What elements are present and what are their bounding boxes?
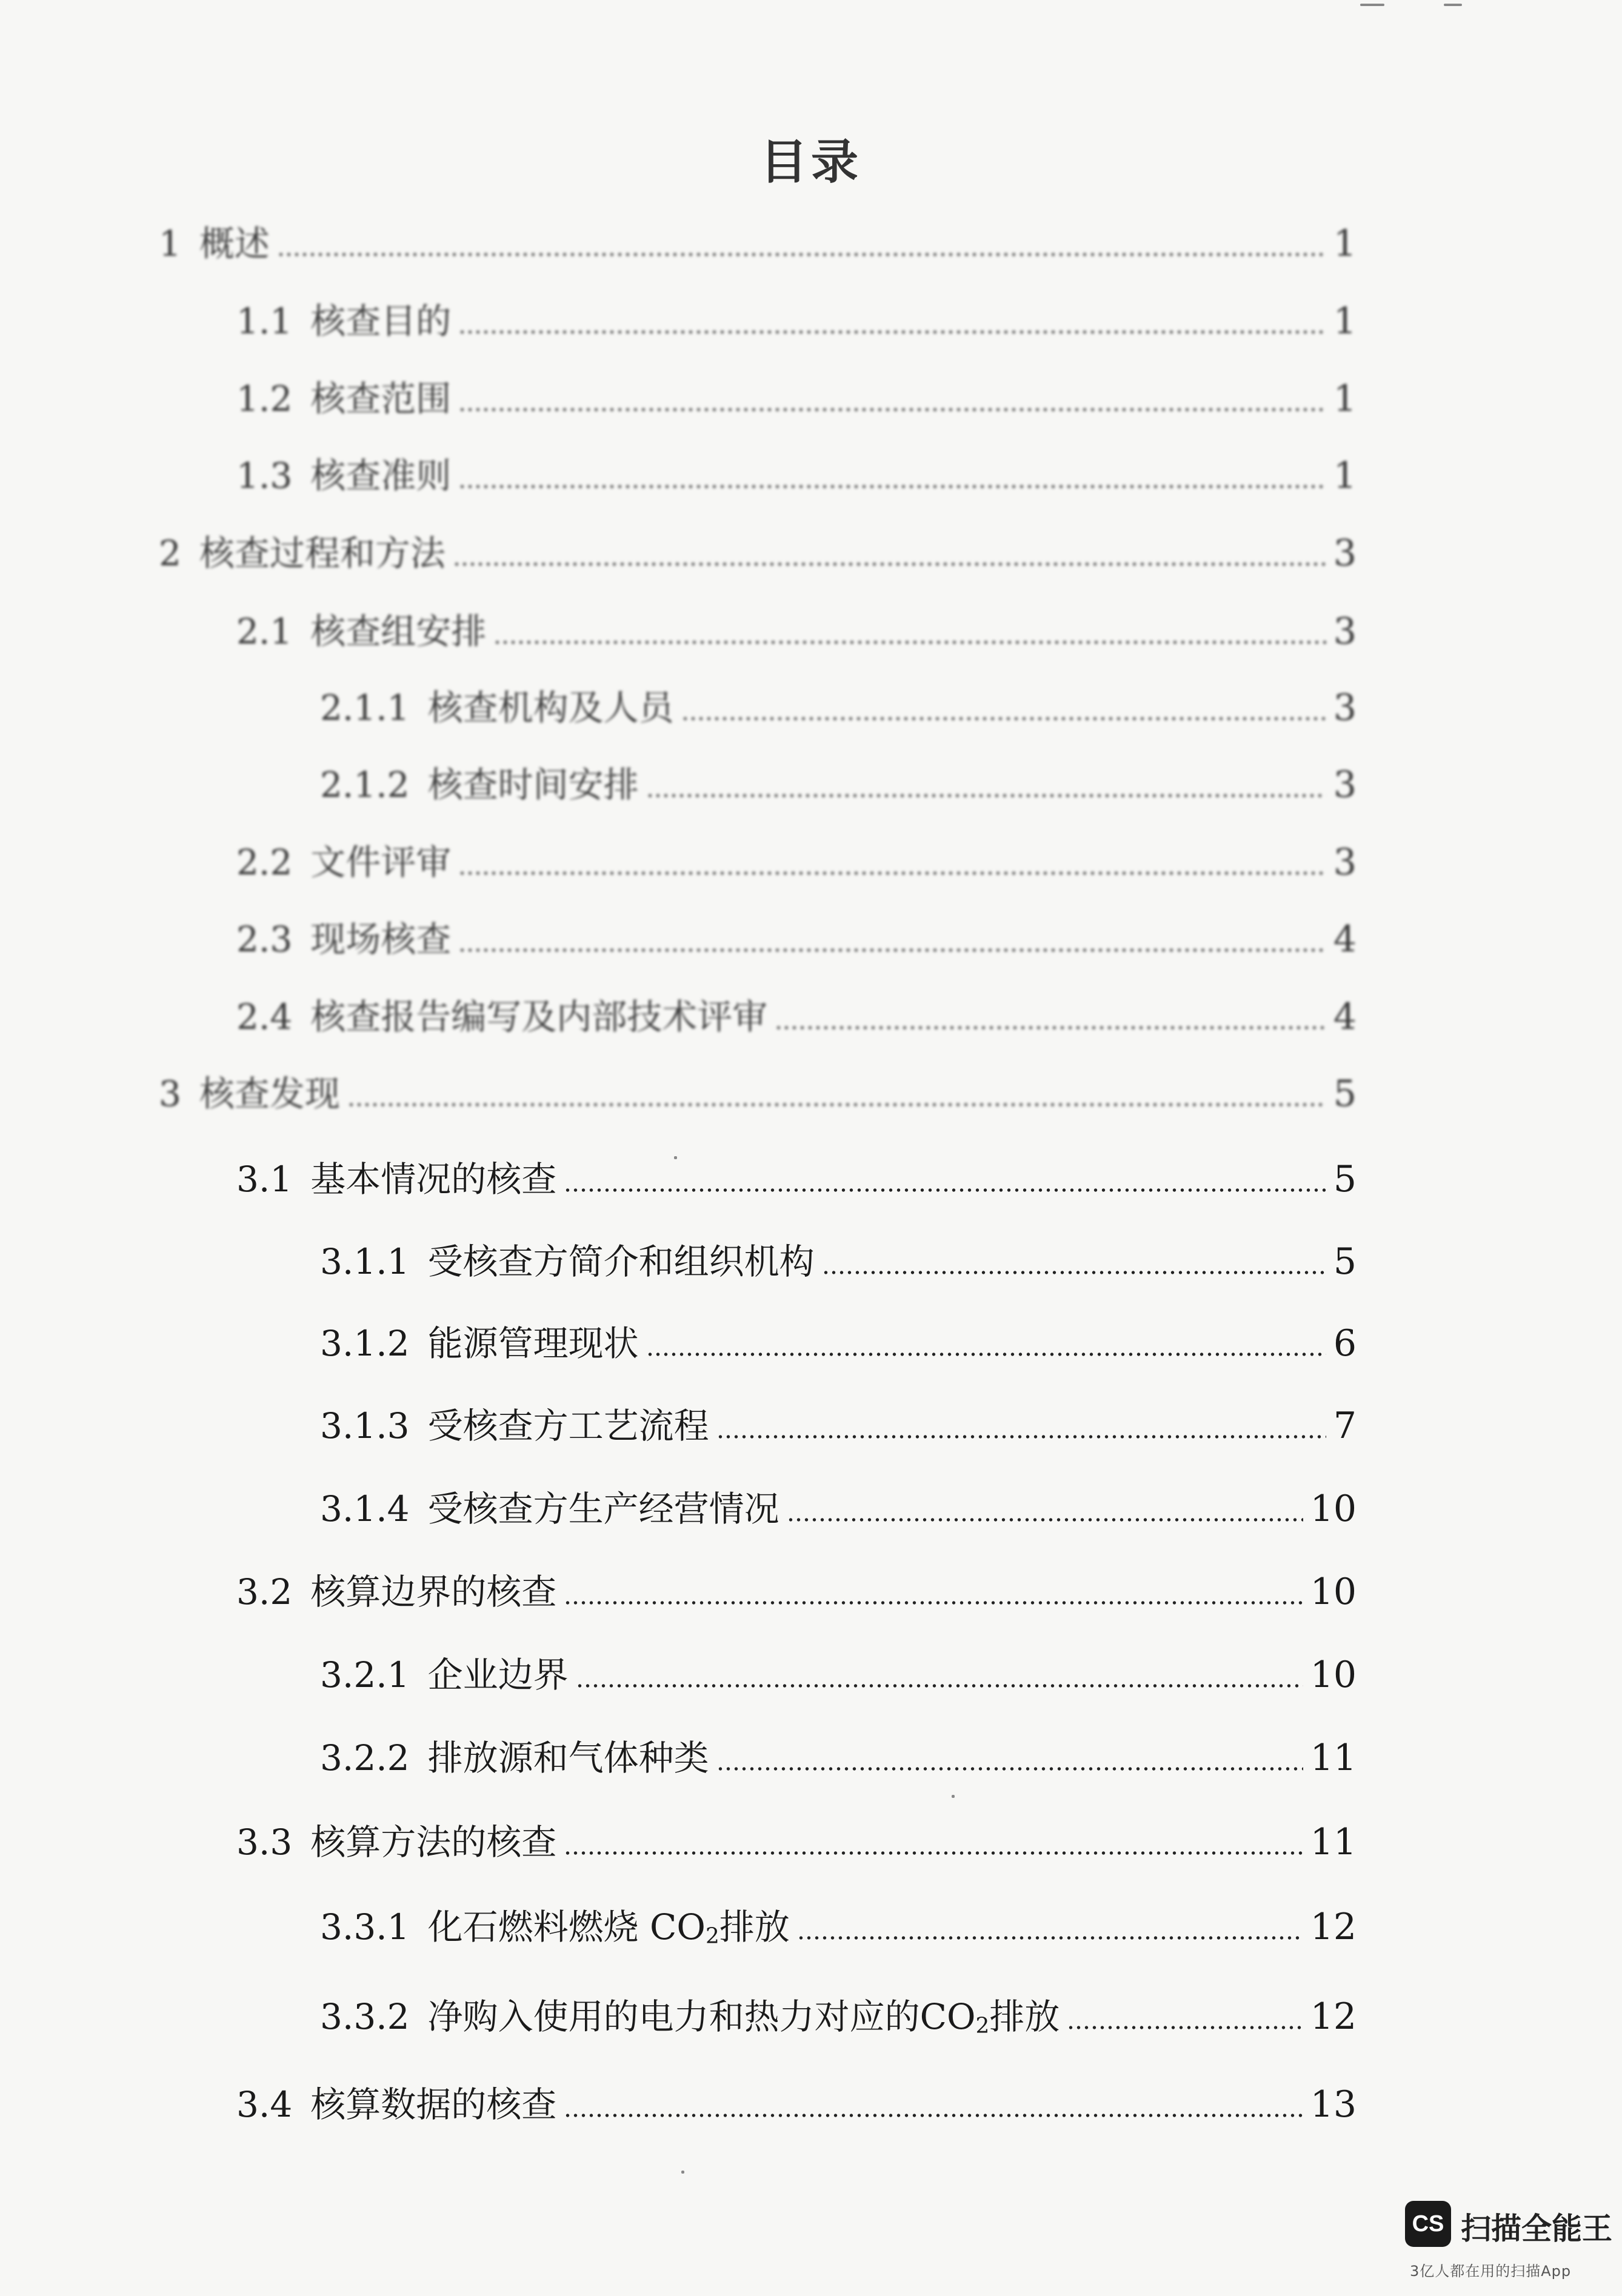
toc-dot-leader <box>564 2113 1303 2118</box>
toc-entry-title-text: 受核查方简介和组织机构 <box>427 1241 815 1282</box>
toc-entry-title <box>428 1237 815 1286</box>
toc-entry-subscript: 2 <box>975 2013 990 2038</box>
toc-page-number: 6 <box>1333 1322 1357 1365</box>
toc-entry-title <box>310 915 451 963</box>
toc-entry-number: 3 <box>159 1073 181 1114</box>
toc-entry <box>236 297 1357 345</box>
toc-entry-number: 2.1.1 <box>320 687 410 728</box>
toc-entry <box>236 1155 1357 1203</box>
toc-entry-title-text: 化石燃料燃烧 CO <box>427 1906 706 1948</box>
toc-entry-number: 3.2.2 <box>320 1737 410 1779</box>
toc-entry <box>159 1070 1357 1118</box>
toc-entry <box>159 219 1357 268</box>
toc-entry <box>320 1734 1357 1782</box>
toc-entry-number: 3.3.2 <box>320 1996 410 2037</box>
toc-entry-number: 2.3 <box>236 919 293 960</box>
toc-entry <box>236 374 1357 423</box>
toc-entry-number: 2.1.2 <box>320 764 410 805</box>
toc-entry-title <box>428 1485 779 1533</box>
toc-entry-title-text: 核查范围 <box>310 378 452 419</box>
toc-page-number: 3 <box>1333 764 1357 806</box>
scan-speck <box>952 1795 955 1798</box>
toc-dot-leader <box>681 716 1326 721</box>
toc-entry-title <box>310 1155 556 1203</box>
toc-entry-number: 3.4 <box>236 2084 293 2125</box>
toc-page-number: 5 <box>1333 1240 1357 1283</box>
toc-dot-leader <box>646 793 1326 798</box>
toc-entry-title-text: 核算数据的核查 <box>310 2084 557 2125</box>
toc-page-number: 10 <box>1310 1571 1357 1613</box>
toc-entry <box>320 1237 1357 1286</box>
toc-entry-title-text: 核算边界的核查 <box>310 1571 557 1612</box>
scanner-watermark <box>1405 2201 1612 2286</box>
toc-dot-leader <box>453 562 1326 567</box>
toc-page-number: 1 <box>1333 378 1357 420</box>
toc-entry-number: 1.1 <box>236 301 293 342</box>
toc-entry-title <box>199 219 270 268</box>
toc-entry-title-text: 能源管理现状 <box>427 1323 639 1364</box>
toc-entry-title-text: 现场核查 <box>310 919 452 960</box>
toc-entry <box>320 1485 1357 1533</box>
toc-page-number: 1 <box>1333 454 1357 497</box>
toc-page-number: 5 <box>1333 1073 1357 1115</box>
toc-entry-title-text: 净购入使用的电力和热力对应的CO <box>427 1996 976 2037</box>
toc-entry-number: 3.1.4 <box>320 1488 410 1529</box>
toc-entry-title-text: 核查组安排 <box>310 611 487 652</box>
toc-page-number: 10 <box>1310 1488 1357 1530</box>
toc-entry-title <box>428 1734 709 1782</box>
toc-entry-title <box>310 1568 556 1616</box>
toc-page-number: 3 <box>1333 610 1357 653</box>
toc-entry-title <box>310 838 451 887</box>
toc-dot-leader <box>716 1766 1303 1771</box>
toc-page-number: 10 <box>1310 1654 1357 1696</box>
toc-entry-number: 3.1.1 <box>320 1241 410 1282</box>
scan-speck <box>681 2171 684 2174</box>
toc-dot-leader <box>458 871 1326 876</box>
toc-page-number: 4 <box>1333 918 1357 960</box>
toc-page-number: 3 <box>1333 687 1357 729</box>
toc-page-number: 3 <box>1333 841 1357 883</box>
toc-page-number: 11 <box>1310 1821 1357 1863</box>
toc-entry-title <box>199 1070 340 1118</box>
toc-entry-title <box>310 2080 556 2129</box>
toc-entry-title <box>310 993 767 1041</box>
toc-entry-title-text: 核查时间安排 <box>427 764 639 805</box>
toc-entry-number: 3.1 <box>236 1159 293 1200</box>
toc-entry-title-text: 核查发现 <box>199 1073 340 1114</box>
toc-page-number: 12 <box>1310 1906 1357 1948</box>
toc-entry <box>236 2080 1357 2129</box>
scan-speck <box>674 1156 677 1159</box>
toc-entry-number: 3.1.2 <box>320 1323 410 1364</box>
toc-entry <box>236 1818 1357 1866</box>
toc-dot-leader <box>564 1851 1303 1855</box>
toc-dot-leader <box>564 1188 1326 1193</box>
toc-entry <box>320 1402 1357 1450</box>
toc-dot-leader <box>564 1600 1303 1605</box>
toc-dot-leader <box>458 407 1326 412</box>
scanner-logo-icon: CS <box>1405 2201 1451 2247</box>
toc-entry-title-text: 核查报告编写及内部技术评审 <box>310 996 768 1037</box>
toc-dot-leader <box>576 1683 1303 1688</box>
toc-entry-title <box>428 1319 639 1368</box>
toc-entry-title-text: 受核查方工艺流程 <box>427 1405 709 1446</box>
toc-dot-leader <box>347 1102 1326 1107</box>
toc-entry-number: 2.4 <box>236 996 293 1037</box>
toc-entry <box>236 607 1357 656</box>
toc-entry-title <box>199 529 446 577</box>
toc-entry-title-text: 企业边界 <box>427 1654 569 1695</box>
toc-dot-leader <box>277 252 1326 257</box>
toc-entry <box>159 529 1357 577</box>
toc-entry-number: 2 <box>159 533 181 574</box>
toc-page-number: 1 <box>1333 222 1357 265</box>
toc-dot-leader <box>458 484 1326 489</box>
toc-entry <box>320 760 1357 809</box>
toc-page-number: 7 <box>1333 1405 1357 1447</box>
toc-dot-leader <box>797 1935 1303 1940</box>
toc-dot-leader <box>458 330 1326 334</box>
toc-entry-title <box>428 1651 569 1699</box>
toc-entry-title-text: 概述 <box>199 223 270 264</box>
toc-entry <box>236 1568 1357 1616</box>
toc-entry <box>236 993 1357 1041</box>
toc-entry-title-text: 基本情况的核查 <box>310 1159 557 1200</box>
scan-speck <box>1444 4 1462 6</box>
page-title: 目录 <box>759 135 862 190</box>
toc-entry-title <box>310 297 451 345</box>
scan-speck <box>1360 4 1384 6</box>
toc-entry-title-suffix: 排放 <box>989 1996 1060 2037</box>
toc-entry-title-suffix: 排放 <box>719 1906 790 1948</box>
toc-entry-title <box>428 1903 790 1951</box>
toc-entry-number: 3.1.3 <box>320 1405 410 1446</box>
toc-dot-leader <box>775 1025 1326 1030</box>
toc-entry-number: 1 <box>159 223 181 264</box>
toc-entry-title-text: 排放源和气体种类 <box>427 1737 709 1779</box>
toc-dot-leader <box>822 1270 1326 1275</box>
toc-entry-title-text: 核查目的 <box>310 301 452 342</box>
toc-entry-title-text: 受核查方生产经营情况 <box>427 1488 779 1529</box>
toc-entry <box>236 838 1357 887</box>
toc-page-number: 11 <box>1310 1737 1357 1779</box>
toc-page-number: 1 <box>1333 300 1357 342</box>
toc-entry-title <box>310 1818 556 1866</box>
toc-entry-title <box>428 1992 1060 2041</box>
toc-entry-title <box>428 760 639 809</box>
toc-entry <box>236 915 1357 963</box>
toc-page-number: 12 <box>1310 1995 1357 2038</box>
toc-entry-number: 2.2 <box>236 842 293 883</box>
toc-entry-title-text: 核查准则 <box>310 455 452 496</box>
toc-entry-number: 3.3.1 <box>320 1906 410 1948</box>
toc-entry-title-text: 核查机构及人员 <box>427 687 674 728</box>
toc-dot-leader <box>1067 2025 1303 2030</box>
toc-dot-leader <box>646 1352 1326 1357</box>
toc-entry-number: 3.3 <box>236 1822 293 1863</box>
toc-entry-title <box>310 374 451 423</box>
toc-entry-title-text: 核算方法的核查 <box>310 1822 557 1863</box>
toc-entry-number: 1.2 <box>236 378 293 419</box>
toc-dot-leader <box>493 640 1326 645</box>
toc-entry-title-text: 文件评审 <box>310 842 452 883</box>
toc-page-number: 5 <box>1333 1158 1357 1200</box>
scanner-tagline: 3亿人都在用的扫描App <box>1410 2263 1572 2280</box>
toc-entry-subscript: 2 <box>705 1923 719 1949</box>
toc-entry-title <box>428 684 674 732</box>
toc-page-number: 13 <box>1310 2083 1357 2126</box>
toc-entry-title-text: 核查过程和方法 <box>199 533 446 574</box>
toc-dot-leader <box>716 1434 1326 1439</box>
toc-entry <box>320 1903 1357 1951</box>
scanner-app-name: 扫描全能王 <box>1461 2211 1612 2246</box>
toc-dot-leader <box>458 948 1326 953</box>
toc-entry-number: 3.2.1 <box>320 1654 410 1695</box>
toc-entry <box>236 451 1357 500</box>
toc-entry <box>320 1319 1357 1368</box>
toc-entry-title <box>310 607 486 656</box>
toc-entry-title <box>428 1402 709 1450</box>
toc-entry-number: 3.2 <box>236 1571 293 1612</box>
toc-entry-number: 2.1 <box>236 611 293 652</box>
toc-entry <box>320 1992 1357 2041</box>
toc-dot-leader <box>787 1517 1303 1522</box>
toc-entry-number: 1.3 <box>236 455 293 496</box>
toc-page-number: 3 <box>1333 532 1357 574</box>
toc-entry <box>320 1651 1357 1699</box>
toc-entry <box>320 684 1357 732</box>
toc-entry-title <box>310 451 451 500</box>
toc-page-number: 4 <box>1333 996 1357 1038</box>
